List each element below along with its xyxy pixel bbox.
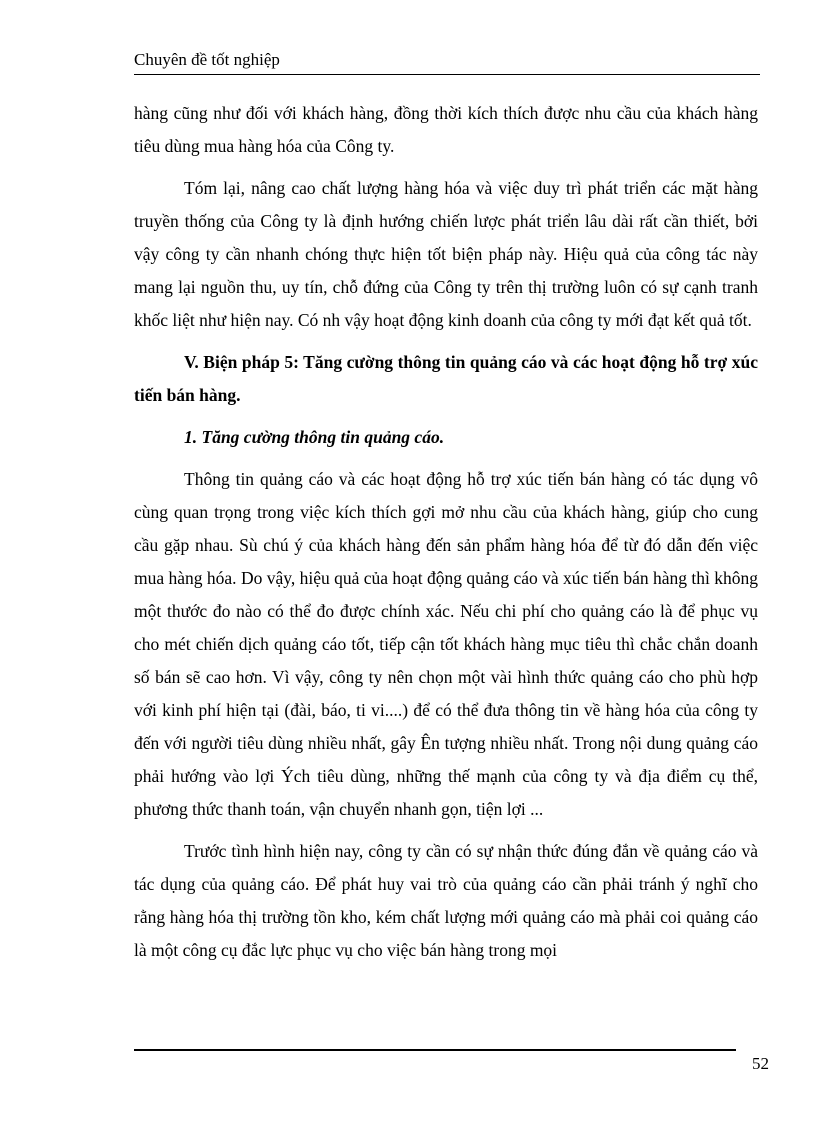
paragraph-advertising: Thông tin quảng cáo và các hoạt động hỗ trợ xúc tiến bán hàng có tác dụng vô cùng quan trọng trong việc kích thích gợi mở nhu cầu của khách hàng, giúp cho cung cầu gặp nhau. Sù chú ý của khách hàng đến sản phẩm hàng hóa để từ đó dẫn đến việc mua hàng hóa. Do vậy, hiệu quả của hoạt động quảng cáo và xúc tiến bán hàng thì không một thước đo nào có thể đo được chính xác. Nếu chi phí cho quảng cáo là để phục vụ cho mét chiến dịch quảng cáo tốt, tiếp cận tốt khách hàng mục tiêu thì chắc chắn doanh số bán sẽ cao hơn. Vì vậy, công ty nên chọn một vài hình thức quảng cáo cho phù hợp với kinh phí hiện tại (đài, báo, ti vi....) để có thể đưa thông tin về hàng hóa của công ty đến với người tiêu dùng nhiều nhất, gây Ên tượng nhiều nhất. Trong nội dung quảng cáo phải hướng vào lợi Ých tiêu dùng, những thế mạnh của công ty và địa điểm cụ thể, phương thức thanh toán, vận chuyển nhanh gọn, tiện lợi ... xyxy=(134,469,758,819)
header-title: Chuyên đề tốt nghiệp xyxy=(134,50,280,69)
page-header xyxy=(134,48,760,75)
paragraph-summary: Tóm lại, nâng cao chất lượng hàng hóa và việc duy trì phát triển các mặt hàng truyền thống của Công ty là định hướng chiến lược phát triển lâu dài rất cần thiết, bởi vậy công ty cần nhanh chóng thực hiện tốt biện pháp này. Hiệu quả của công tác này mang lại nguồn thu, uy tín, chỗ đứng của Công ty trên thị trường luôn có sự cạnh tranh khốc liệt như hiện nay. Có nh vậy hoạt động kinh doanh của công ty mới đạt kết quả tốt. xyxy=(134,178,758,330)
footer-rule xyxy=(134,1049,736,1051)
subsection-heading: 1. Tăng cường thông tin quảng cáo. xyxy=(184,427,445,447)
page-body xyxy=(134,97,758,967)
paragraph-current-situation: Trước tình hình hiện nay, công ty cần có sự nhận thức đúng đắn về quảng cáo và tác dụng của quảng cáo. Để phát huy vai trò của quảng cáo cần phải tránh ý nghĩ cho rằng hàng hóa thị trường tồn kho, kém chất lượng mới quảng cáo mà phải coi quảng cáo là một công cụ đắc lực phục vụ cho việc bán hàng trong mọi xyxy=(134,841,758,960)
paragraph-continuation: hàng cũng như đối với khách hàng, đồng thời kích thích được nhu cầu của khách hàng tiêu dùng mua hàng hóa của Công ty. xyxy=(134,103,758,156)
section-heading: V. Biện pháp 5: Tăng cường thông tin quảng cáo và các hoạt động hỗ trợ xúc tiến bán hàng. xyxy=(134,352,758,405)
page-number: 52 xyxy=(752,1054,769,1073)
